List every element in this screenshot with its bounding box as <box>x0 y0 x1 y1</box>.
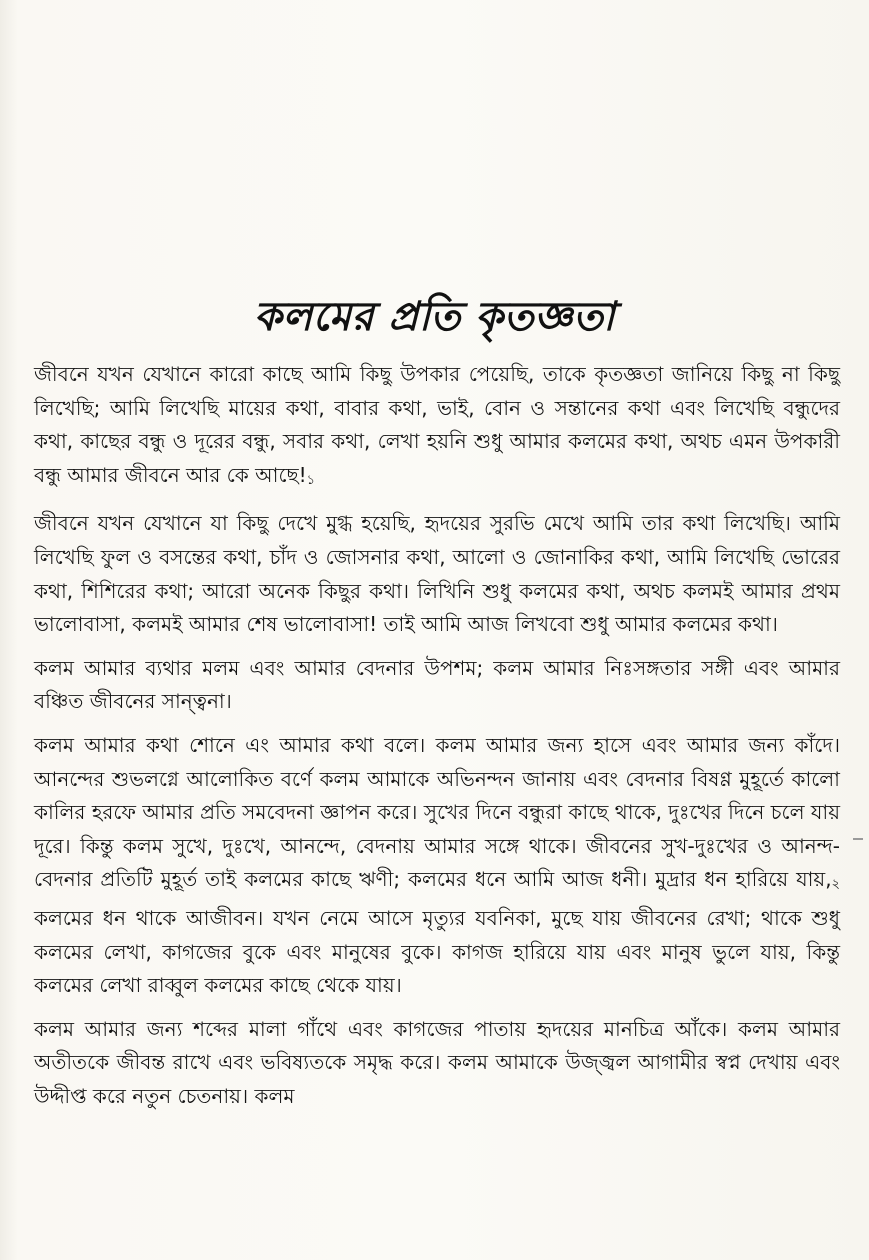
paragraph-4 <box>34 729 840 1003</box>
footnote-marker: ২ <box>831 877 840 893</box>
chapter-body <box>34 358 840 1123</box>
page-edge-mark <box>853 838 863 840</box>
chapter-title: কলমের প্রতি কৃতজ্ঞতা <box>253 292 616 340</box>
paragraph-3 <box>34 652 840 719</box>
footnote-marker: ১ <box>306 472 316 488</box>
paragraph-text: কলম আমার জন্য শব্দের মালা গাঁথে এবং কাগজের পাতায় হৃদয়ের মানচিত্র আঁকে। কলম আমার অতীতকে জীবন্ত রাখে এবং ভবিষ্যতকে সমৃদ্ধ করে। কলম আমাকে উজ্জ্বল আগামীর স্বপ্ন দেখায় এবং উদ্দীপ্ত করে নতুন চেতনায়। কলম <box>34 1016 840 1108</box>
paragraph-text: জীবনে যখন যেখানে কারো কাছে আমি কিছু উপকার পেয়েছি, তাকে কৃতজ্ঞতা জানিয়ে কিছু না কিছু লিখেছি; আমি লিখেছি মায়ের কথা, বাবার কথা, ভাই, বোন ও সন্তানের কথা এবং লিখেছি বন্ধুদের কথা, কাছের বন্ধু ও দূরের বন্ধু, সবার কথা, লেখা হয়নি শুধু আমার কলমের কথা, অথচ এমন উপকারী বন্ধু আমার জীবনে আর কে আছে! <box>34 362 840 487</box>
paragraph-text: কলম আমার ব্যথার মলম এবং আমার বেদনার উপশম; কলম আমার নিঃসঙ্গতার সঙ্গী এবং আমার বঞ্চিত জীবনের সান্ত্বনা। <box>34 655 840 714</box>
paragraph-2 <box>34 507 840 641</box>
paragraph-1 <box>34 358 840 497</box>
paragraph-text: জীবনে যখন যেখানে যা কিছু দেখে মুগ্ধ হয়েছি, হৃদয়ের সুরভি মেখে আমি তার কথা লিখেছি। আমি লিখেছি ফুল ও বসন্তের কথা, চাঁদ ও জোসনার কথা, আলো ও জোনাকির কথা, আমি লিখেছি ভোরের কথা, শিশিরের কথা; আরো অনেক কিছুর কথা। লিখিনি শুধু কলমের কথা, অথচ কলমই আমার প্রথম ভালোবাসা, কলমই আমার শেষ ভালোবাসা! তাই আমি আজ লিখবো শুধু আমার কলমের কথা। <box>34 511 840 637</box>
paragraph-text: কলম আমার কথা শোনে এং আমার কথা বলে। কলম আমার জন্য হাসে এবং আমার জন্য কাঁদে। আনন্দের শুভলগ্নে আলোকিত বর্ণে কলম আমাকে অভিনন্দন জানায় এবং বেদনার বিষণ্ণ মুহূর্তে কালো কালির হরফে আমার প্রতি সমবেদনা জ্ঞাপন করে। সুখের দিনে বন্ধুরা কাছে থাকে, দুঃখের দিনে চলে যায় দূরে। কিন্তু কলম সুখে, দুঃখে, আনন্দে, বেদনায় আমার সঙ্গে থাকে। জীবনের সুখ-দুঃখের ও আনন্দ-বেদনার প্রতিটি মুহূর্ত তাই কলমের কাছে ঋণী; কলমের ধনে আমি আজ ধনী। মুদ্রার ধন হারিয়ে যায়, <box>34 732 840 892</box>
paragraph-5 <box>34 1013 840 1114</box>
paragraph-text: কলমের ধন থাকে আজীবন। যখন নেমে আসে মৃত্যুর যবনিকা, মুছে যায় জীবনের রেখা; থাকে শুধু কলমের লেখা, কাগজের বুকে এবং মানুষের বুকে। কাগজ হারিয়ে যায় এবং মানুষ ভুলে যায়, কিন্তু কলমের লেখা রাব্বুল কলমের কাছে থেকে যায়। <box>34 905 840 998</box>
